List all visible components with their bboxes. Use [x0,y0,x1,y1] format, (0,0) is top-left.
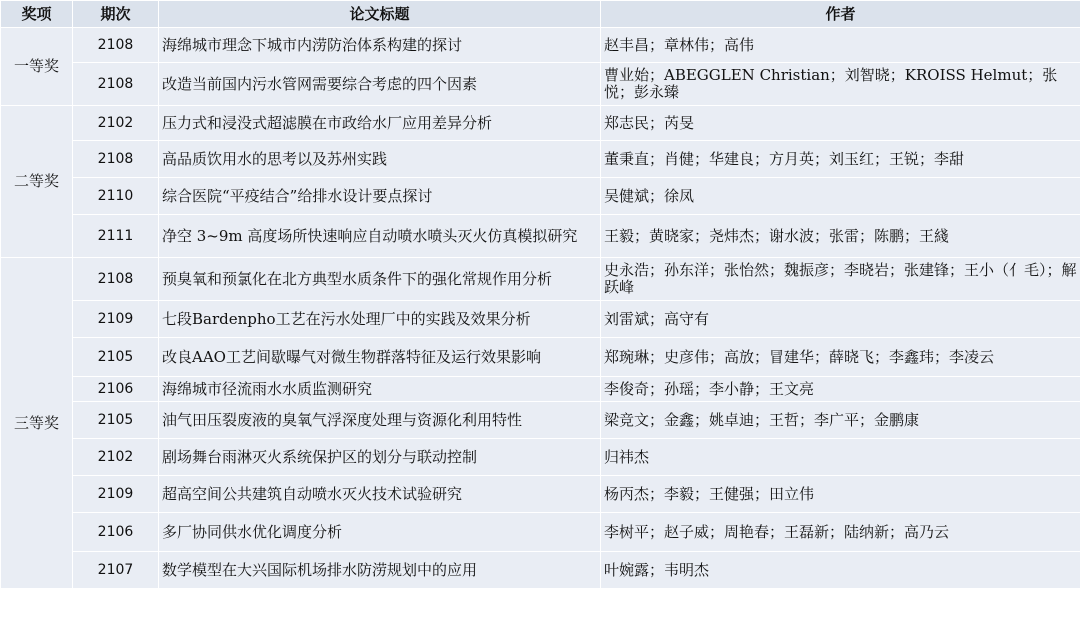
period-cell: 2102 [73,439,159,476]
award-third: 三等奖 [1,258,73,589]
authors-cell: 史永浩；孙东洋；张怡然；魏振彦；李晓岩；张建锋；王小（亻毛）；解跃峰 [601,258,1080,301]
authors-cell: 归祎杰 [601,439,1080,476]
period-cell: 2109 [73,301,159,338]
title-cell: 预臭氧和预氯化在北方典型水质条件下的强化常规作用分析 [159,258,601,301]
authors-cell: 王毅；黄晓家；尧炜杰；谢水波；张雷；陈鹏；王綫 [601,215,1080,258]
period-cell: 2107 [73,552,159,589]
authors-cell: 叶婉露；韦明杰 [601,552,1080,589]
table-row [1,215,1080,258]
authors-cell: 李俊奇；孙瑶；李小静；王文亮 [601,377,1080,402]
table-row [1,439,1080,476]
period-cell: 2111 [73,215,159,258]
award-second: 二等奖 [1,106,73,258]
authors-cell: 赵丰昌；章林伟；高伟 [601,28,1080,63]
table-header-row [1,1,1080,28]
period-cell: 2108 [73,258,159,301]
title-cell: 数学模型在大兴国际机场排水防涝规划中的应用 [159,552,601,589]
authors-cell: 吴健斌；徐凤 [601,178,1080,215]
title-cell: 高品质饮用水的思考以及苏州实践 [159,141,601,178]
period-cell: 2105 [73,338,159,377]
authors-cell: 李树平；赵子威；周艳春；王磊新；陆纳新；高乃云 [601,513,1080,552]
table-row [1,106,1080,141]
table-row [1,258,1080,301]
authors-cell: 刘雷斌；高守有 [601,301,1080,338]
title-cell: 多厂协同供水优化调度分析 [159,513,601,552]
table-row [1,141,1080,178]
table-row [1,178,1080,215]
authors-cell: 杨丙杰；李毅；王健强；田立伟 [601,476,1080,513]
title-cell: 七段Bardenpho工艺在污水处理厂中的实践及效果分析 [159,301,601,338]
title-cell: 压力式和浸没式超滤膜在市政给水厂应用差异分析 [159,106,601,141]
authors-cell: 董秉直；肖健；华建良；方月英；刘玉红；王锐；李甜 [601,141,1080,178]
header-award: 奖项 [1,1,73,28]
table-row [1,476,1080,513]
period-cell: 2108 [73,141,159,178]
table-row [1,28,1080,63]
title-cell: 净空 3~9m 高度场所快速响应自动喷水喷头灭火仿真模拟研究 [159,215,601,258]
period-cell: 2105 [73,402,159,439]
table-row [1,63,1080,106]
period-cell: 2110 [73,178,159,215]
title-cell: 超高空间公共建筑自动喷水灭火技术试验研究 [159,476,601,513]
header-period: 期次 [73,1,159,28]
title-cell: 海绵城市理念下城市内涝防治体系构建的探讨 [159,28,601,63]
period-cell: 2109 [73,476,159,513]
title-cell: 综合医院“平疫结合”给排水设计要点探讨 [159,178,601,215]
title-cell: 油气田压裂废液的臭氧气浮深度处理与资源化利用特性 [159,402,601,439]
title-cell: 改良AAO工艺间歇曝气对微生物群落特征及运行效果影响 [159,338,601,377]
table-row [1,402,1080,439]
authors-cell: 曹业始；ABEGGLEN Christian；刘智晓；KROISS Helmut；张悦；彭永臻 [601,63,1080,106]
authors-cell: 郑琬琳；史彦伟；高放；冒建华；薛晓飞；李鑫玮；李凌云 [601,338,1080,377]
title-cell: 海绵城市径流雨水水质监测研究 [159,377,601,402]
award-first: 一等奖 [1,28,73,106]
table-row [1,338,1080,377]
title-cell: 剧场舞台雨淋灭火系统保护区的划分与联动控制 [159,439,601,476]
period-cell: 2106 [73,377,159,402]
authors-cell: 梁竞文；金鑫；姚卓迪；王哲；李广平；金鹏康 [601,402,1080,439]
header-title: 论文标题 [159,1,601,28]
table-row [1,513,1080,552]
title-cell: 改造当前国内污水管网需要综合考虑的四个因素 [159,63,601,106]
period-cell: 2108 [73,28,159,63]
header-authors: 作者 [601,1,1080,28]
table-row [1,552,1080,589]
authors-cell: 郑志民；芮旻 [601,106,1080,141]
period-cell: 2102 [73,106,159,141]
table-row [1,301,1080,338]
period-cell: 2108 [73,63,159,106]
period-cell: 2106 [73,513,159,552]
table-row [1,377,1080,402]
